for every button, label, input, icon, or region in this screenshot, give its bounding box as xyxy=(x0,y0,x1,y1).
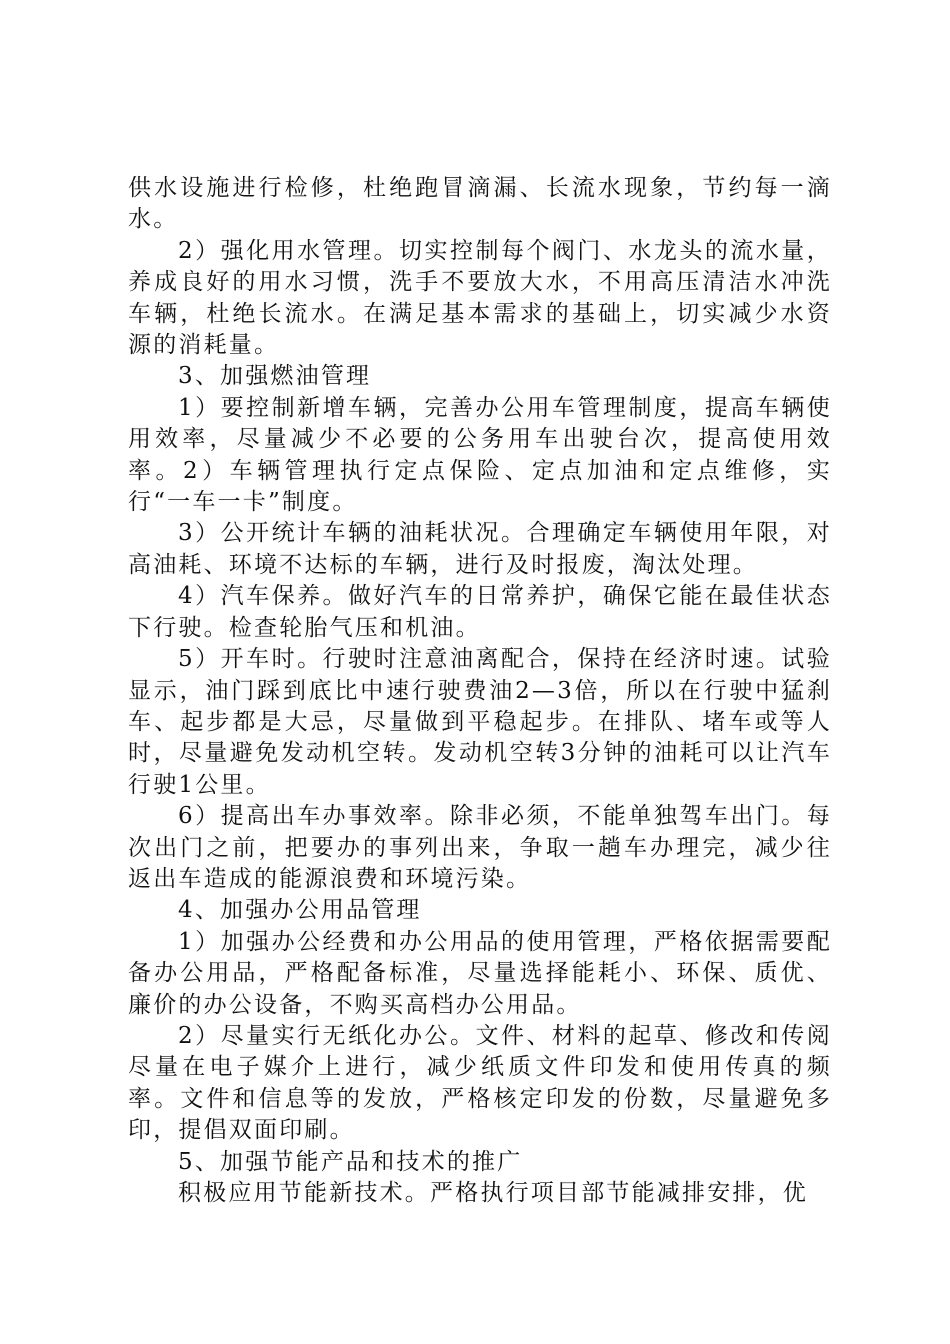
paragraph-paperless-office: 2）尽量实行无纸化办公。文件、材料的起草、修改和传阅尽量在电子媒介上进行，减少纸质文件印发和使用传真的频率。文件和信息等的发放，严格核定印发的份数，尽量避免多印，提倡双面印刷。 xyxy=(128,1022,832,1144)
paragraph-vehicle-control: 1）要控制新增车辆，完善办公用车管理制度，提高车辆使用效率，尽量减少不必要的公务用车出驶台次，提高使用效率。2）车辆管理执行定点保险、定点加油和定点维修，实行“一车一卡”制度。 xyxy=(128,394,832,516)
document-body xyxy=(128,173,832,1209)
paragraph-fuel-statistics: 3）公开统计车辆的油耗状况。合理确定车辆使用年限，对高油耗、环境不达标的车辆，进行及时报废，淘汰处理。 xyxy=(128,520,832,578)
paragraph-office-expenses: 1）加强办公经费和办公用品的使用管理，严格依据需要配备办公用品，严格配备标准，尽量选择能耗小、环保、质优、廉价的办公设备，不购买高档办公用品。 xyxy=(128,928,832,1018)
paragraph-energy-tech: 积极应用节能新技术。严格执行项目部节能减排安排，优 xyxy=(178,1180,808,1206)
paragraph-water-facilities: 供水设施进行检修，杜绝跑冒滴漏、长流水现象，节约每一滴水。 xyxy=(128,175,832,233)
paragraph-trip-efficiency: 6）提高出车办事效率。除非必须，不能单独驾车出门。每次出门之前，把要办的事列出来，争取一趟车办理完，减少往返出车造成的能源浪费和环境污染。 xyxy=(128,803,832,892)
paragraph-water-management: 2）强化用水管理。切实控制每个阀门、水龙头的流水量，养成良好的用水习惯，洗手不要放大水，不用高压清洁水冲洗车辆，杜绝长流水。在满足基本需求的基础上，切实减少水资源的消耗量。 xyxy=(128,237,832,359)
section-heading-energy-tech: 5、加强节能产品和技术的推广 xyxy=(178,1148,523,1175)
paragraph-car-maintenance: 4）汽车保养。做好汽车的日常养护，确保它能在最佳状态下行驶。检查轮胎气压和机油。 xyxy=(128,583,832,641)
section-heading-office-supplies: 4、加强办公用品管理 xyxy=(178,897,422,924)
paragraph-driving-tips: 5）开车时。行驶时注意油离配合，保持在经济时速。试验显示，油门踩到底比中速行驶费油2—3倍，所以在行驶中猛刹车、起步都是大忌，尽量做到平稳起步。在排队、堵车或等人时，尽量避免发动机空转。发动机空转3分钟的油耗可以让汽车行驶1公里。 xyxy=(128,646,832,798)
section-heading-fuel: 3、加强燃油管理 xyxy=(178,363,372,390)
